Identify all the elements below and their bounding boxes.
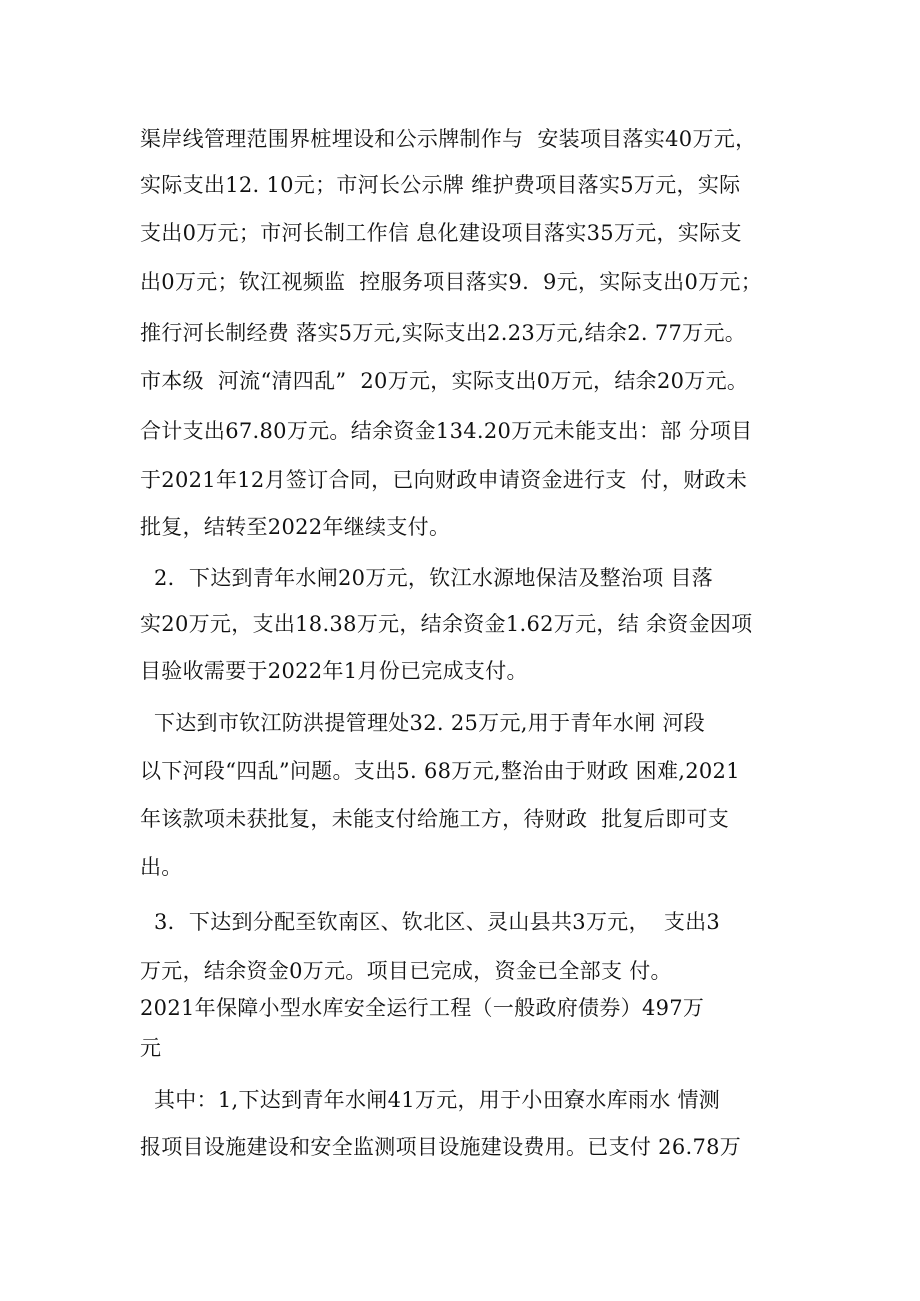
text-line: 实际支出12. 10元；市河长公示牌 维护费项目落实5万元，实际 <box>140 173 741 197</box>
text-line: 以下河段“四乱”问题。支出5. 68万元,整治由于财政 困难,2021 <box>140 759 740 783</box>
text-line: 于2021年12月签订合同，已向财政申请资金进行支 付，财政未 <box>140 468 748 492</box>
text-line: 其中：1,下达到青年水闸41万元，用于小田寮水库雨水 情测 <box>140 1088 721 1112</box>
text-line: 年该款项未获批复，未能支付给施工方，待财政 批复后即可支 <box>140 807 730 831</box>
text-line: 实20万元，支出18.38万元，结余资金1.62万元，结 余资金因项 <box>140 612 753 636</box>
text-line: 元 <box>140 1036 162 1060</box>
text-line: 市本级 河流“清四乱” 20万元，实际支出0万元，结余20万元。 <box>140 369 749 393</box>
text-line: 下达到市钦江防洪提管理处32. 25万元,用于青年水闸 河段 <box>140 711 706 735</box>
text-line: 目验收需要于2022年1月份已完成支付。 <box>140 659 528 683</box>
text-line: 万元，结余资金0万元。项目已完成，资金已全部支 付。 <box>140 959 672 983</box>
text-line: 批复，结转至2022年继续支付。 <box>140 515 451 539</box>
text-line: 出0万元；钦江视频监 控服务项目落实9. 9元，实际支出0万元； <box>140 270 763 294</box>
text-line: 出。 <box>140 855 183 879</box>
text-line: 支出0万元；市河长制工作信 息化建设项目落实35万元，实际支 <box>140 221 742 245</box>
text-line: 合计支出67.80万元。结余资金134.20万元未能支出：部 分项目 <box>140 419 753 443</box>
text-line: 渠岸线管理范围界桩埋设和公示牌制作与 安装项目落实40万元， <box>140 127 757 151</box>
text-line: 3．下达到分配至钦南区、钦北区、灵山县共3万元， 支出3 <box>140 910 721 934</box>
text-line: 2．下达到青年水闸20万元，钦江水源地保洁及整治项 目落 <box>140 566 714 590</box>
text-line: 推行河长制经费 落实5万元,实际支出2.23万元,结余2. 77万元。 <box>140 321 747 345</box>
text-line: 2021年保障小型水库安全运行工程（一般政府债券）497万 <box>140 996 705 1020</box>
text-line: 报项目设施建设和安全监测项目设施建设费用。已支付 26.78万 <box>140 1135 742 1159</box>
